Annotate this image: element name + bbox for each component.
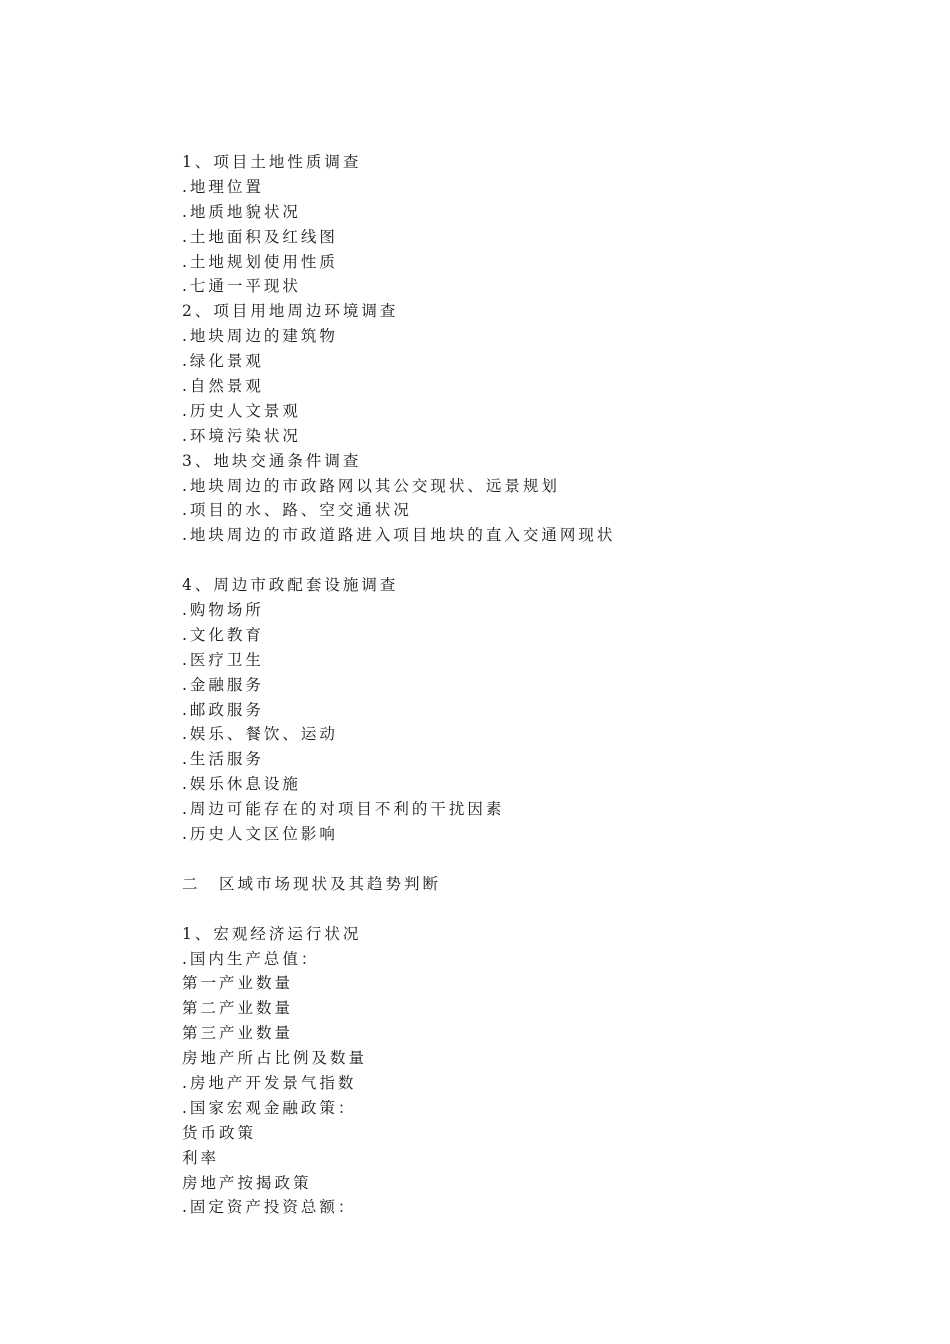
section-heading-facilities: 4、周边市政配套设施调查 — [182, 576, 399, 595]
list-item: .地块周边的市政路网以其公交现状、远景规划 — [182, 476, 560, 495]
list-item: .七通一平现状 — [182, 277, 301, 296]
list-item: .娱乐休息设施 — [182, 775, 301, 794]
list-item: .周边可能存在的对项目不利的干扰因素 — [182, 800, 505, 819]
list-item: .地理位置 — [182, 177, 264, 196]
list-item: 第二产业数量 — [182, 999, 294, 1018]
list-item: .娱乐、餐饮、运动 — [182, 725, 338, 744]
section-heading-surroundings: 2、项目用地周边环境调查 — [182, 302, 399, 321]
section-heading-traffic: 3、地块交通条件调查 — [182, 451, 362, 470]
list-item: 货币政策 — [182, 1123, 257, 1142]
list-item: .土地规划使用性质 — [182, 252, 338, 271]
list-item: 房地产所占比例及数量 — [182, 1049, 368, 1068]
list-item: .项目的水、路、空交通状况 — [182, 501, 412, 520]
list-item: .环境污染状况 — [182, 426, 301, 445]
list-item: .金融服务 — [182, 675, 264, 694]
list-item: .邮政服务 — [182, 700, 264, 719]
list-item: .固定资产投资总额： — [182, 1198, 357, 1217]
list-item: 第一产业数量 — [182, 974, 294, 993]
section-heading-land-nature: 1、项目土地性质调查 — [182, 153, 362, 171]
section-heading-macro-economy: 1、宏观经济运行状况 — [182, 924, 362, 943]
list-item: .国家宏观金融政策： — [182, 1098, 357, 1117]
list-item: 房地产按揭政策 — [182, 1173, 312, 1192]
list-item: .历史人文景观 — [182, 401, 301, 420]
document-page — [182, 150, 882, 1220]
list-item: .绿化景观 — [182, 352, 264, 371]
list-item: 第三产业数量 — [182, 1024, 294, 1043]
list-item: .地块周边的建筑物 — [182, 327, 338, 346]
list-item: .国内生产总值： — [182, 949, 320, 968]
paragraph-spacer — [182, 897, 882, 922]
list-item: .地块周边的市政道路进入项目地块的直入交通网现状 — [182, 526, 616, 545]
list-item: 利率 — [182, 1148, 220, 1167]
list-item: .地质地貌状况 — [182, 202, 301, 221]
paragraph-spacer — [182, 548, 882, 573]
paragraph-spacer — [182, 847, 882, 872]
list-item: .医疗卫生 — [182, 650, 264, 669]
list-item: .文化教育 — [182, 625, 264, 644]
list-item: .土地面积及红线图 — [182, 227, 338, 246]
list-item: .历史人文区位影响 — [182, 825, 338, 844]
list-item: .自然景观 — [182, 377, 264, 396]
list-item: .房地产开发景气指数 — [182, 1073, 357, 1092]
chapter-heading-market: 二 区域市场现状及其趋势判断 — [182, 874, 442, 893]
list-item: .生活服务 — [182, 750, 264, 769]
list-item: .购物场所 — [182, 601, 264, 620]
